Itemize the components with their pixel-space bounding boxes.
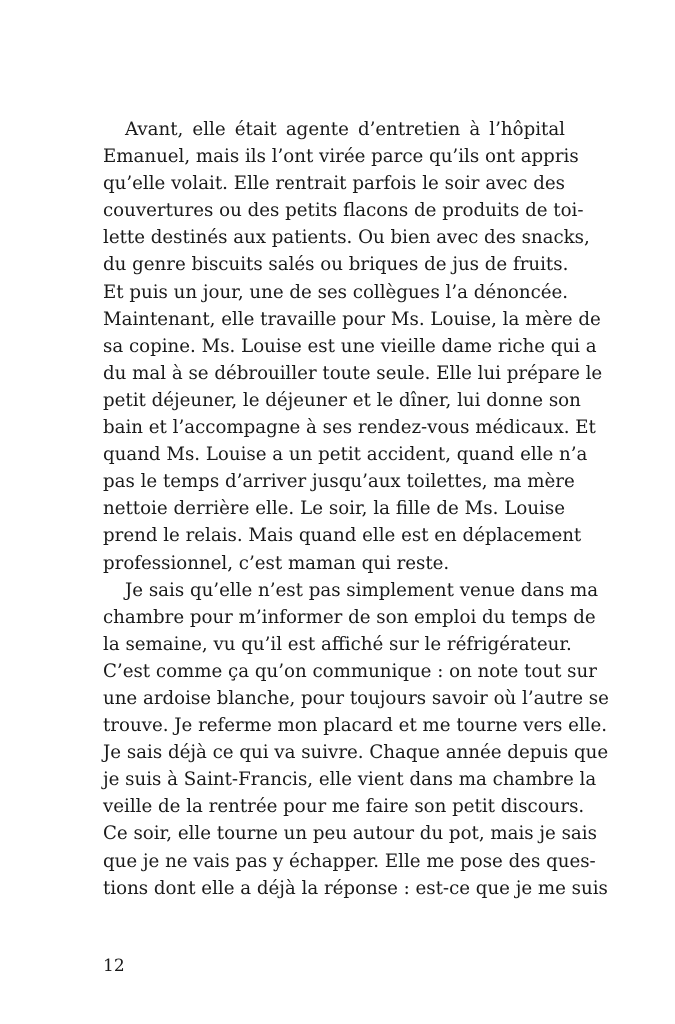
paragraph-1 xyxy=(103,116,603,577)
text-line: Je sais déjà ce qui va suivre. Chaque année depuis que xyxy=(103,742,609,764)
text-line: Avant, elle était agente d’entretien à l’hôpital xyxy=(125,119,565,140)
text-line: tions dont elle a déjà la réponse : est-ce que je me suis xyxy=(103,877,608,899)
text-line: lette destinés aux patients. Ou bien avec des snacks, xyxy=(103,227,590,249)
text-line: Ce soir, elle tourne un peu autour du pot, mais je sais xyxy=(103,823,597,845)
text-line: sa copine. Ms. Louise est une vieille dame riche qui a xyxy=(103,335,597,357)
text-line: Maintenant, elle travaille pour Ms. Louise, la mère de xyxy=(103,308,601,330)
text-line: petit déjeuner, le déjeuner et le dîner, lui donne son xyxy=(103,389,581,411)
text-line: du mal à se débrouiller toute seule. Elle lui prépare le xyxy=(103,362,603,384)
text-line: quand Ms. Louise a un petit accident, quand elle n’a xyxy=(103,444,588,466)
text-line: bain et l’accompagne à ses rendez-vous médicaux. Et xyxy=(103,417,596,439)
text-line: C’est comme ça qu’on communique : on note tout sur xyxy=(103,660,597,682)
text-line: Je sais qu’elle n’est pas simplement venue dans ma xyxy=(125,579,599,601)
paragraph-2 xyxy=(103,577,609,902)
text-line: je suis à Saint-Francis, elle vient dans ma chambre la xyxy=(103,769,597,791)
text-line: prend le relais. Mais quand elle est en déplacement xyxy=(103,525,582,547)
text-line: qu’elle volait. Elle rentrait parfois le soir avec des xyxy=(103,173,565,195)
text-line: pas le temps d’arriver jusqu’aux toilettes, ma mère xyxy=(103,471,575,493)
text-line: Emanuel, mais ils l’ont virée parce qu’ils ont appris xyxy=(103,146,579,168)
text-line: une ardoise blanche, pour toujours savoir où l’autre se xyxy=(103,687,609,709)
text-line: la semaine, vu qu’il est affiché sur le réfrigérateur. xyxy=(103,633,572,655)
text-line: couvertures ou des petits flacons de produits de toi- xyxy=(103,200,584,222)
text-line: Et puis un jour, une de ses collègues l’a dénoncée. xyxy=(103,281,569,303)
text-line: chambre pour m’informer de son emploi du temps de xyxy=(103,606,596,628)
text-line: que je ne vais pas y échapper. Elle me pose des ques- xyxy=(103,850,596,872)
page-number: 12 xyxy=(103,956,125,976)
text-line: nettoie derrière elle. Le soir, la fille de Ms. Louise xyxy=(103,498,565,520)
text-line: trouve. Je referme mon placard et me tourne vers elle. xyxy=(103,715,608,737)
text-line: du genre biscuits salés ou briques de jus de fruits. xyxy=(103,254,569,276)
text-line: professionnel, c’est maman qui reste. xyxy=(103,552,450,574)
body-text xyxy=(103,116,609,902)
text-line: veille de la rentrée pour me faire son petit discours. xyxy=(103,796,585,818)
